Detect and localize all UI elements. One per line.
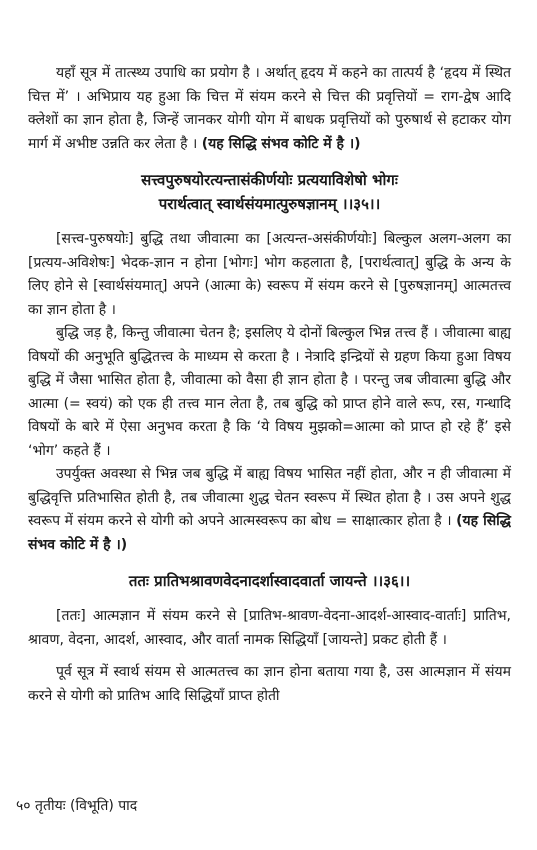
intro-text: यहाँ सूत्र में तात्स्थ्य उपाधि का प्रयोग है । अर्थात् हृदय में कहने का तात्पर्य है ‘हृदय में स्थित चित्त में’ । अभिप्राय यह हुआ कि चित्त में संयम करने से चित्त की प्रवृत्तियों = राग-द्वेष आदि क्लेशों का ज्ञान होता है, जिन्हें जानकर योगी योग में बाधक प्रवृत्तियों को पुरुषार्थ से हटाकर योग मार्ग में अभीष्ट उन्नति कर लेता है । [28, 65, 511, 152]
intro-paragraph [28, 62, 511, 156]
sutra-35-meaning: [सत्त्व-पुरुषयोः] बुद्धि तथा जीवात्मा का [अत्यन्त-असंकीर्णयोः] बिल्कुल अलग-अलग का [प्रत्यय-अविशेषः] भेदक-ज्ञान न होना [भोगः] भोग कहलाता है, [परार्थत्वात्] बुद्धि के अन्य के लिए होने से [स्वार्थसंयमात्] अपने (आत्मा के) स्वरूप में संयम करने से [पुरुषज्ञानम्] आत्मतत्त्व का ज्ञान होता है । [28, 231, 511, 318]
sutra-35-explanation-b [28, 463, 511, 557]
intro-possibility-note: (यह सिद्धि संभव कोटि में है ।) [201, 135, 361, 152]
page-footer: ५० तृतीयः (विभूति) पाद [16, 798, 138, 814]
sutra-35-line-2: परार्थत्वात् स्वार्थसंयमात्पुरुषज्ञानम् ।।३५।। [158, 195, 381, 213]
sutra-36-explanation: पूर्व सूत्र में स्वार्थ संयम से आत्मतत्त्व का ज्ञान होना बताया गया है, उस आत्मज्ञान में संयम करने से योगी को प्रातिभ आदि सिद्धियाँ प्राप्त होती [28, 664, 511, 704]
sutra-36-meaning: [ततः] आत्मज्ञान में संयम करने से [प्रातिभ-श्रावण-वेदना-आदर्श-आस्वाद-वार्ताः] प्रातिभ, श्रावण, वेदना, आदर्श, आस्वाद, और वार्ता नामक सिद्धियाँ [जायन्ते] प्रकट होती हैं । [28, 608, 511, 648]
sutra-35-line-1: सत्त्वपुरुषयोरत्यन्तासंकीर्णयोः प्रत्ययाविशेषो भोगः [141, 171, 398, 189]
explanation-b-possibility-note: (यह सिद्धि संभव कोटि में है ।) [28, 513, 511, 553]
explanation-b-text: उपर्युक्त अवस्था से भिन्न जब बुद्धि में बाह्य विषय भासित नहीं होता, और न ही जीवात्मा में बुद्धिवृत्ति प्रतिभासित होती है, तब जीवात्मा शुद्ध चेतन स्वरूप में स्थित होता है । उस अपने शुद्ध स्वरूप में संयम करने से योगी को अपने आत्मस्वरूप का बोध = साक्षात्कार होता है । [28, 466, 511, 529]
sutra-36: ततः प्रातिभश्रावणवेदनादर्शास्वादवार्ता जायन्ते ।।३६।। [128, 572, 411, 590]
sutra-35-explanation-a: बुद्धि जड़ है, किन्तु जीवात्मा चेतन है; इसलिए ये दोनों बिल्कुल भिन्न तत्त्व हैं । जीवात्मा बाह्य विषयों की अनुभूति बुद्धितत्त्व के माध्यम से करता है । नेत्रादि इन्द्रियों से ग्रहण किया हुआ विषय बुद्धि में जैसा भासित होता है, जीवात्मा को वैसा ही ज्ञान होता है । परन्तु जब जीवात्मा बुद्धि और आत्मा (= स्वयं) को एक ही तत्त्व मान लेता है, तब बुद्धि को प्राप्त होने वाले रूप, रस, गन्धादि विषयों के बारे में ऐसा अनुभव करता है कि ‘ये विषय मुझको=आत्मा को प्राप्त हो रहे हैं’ इसे ‘भोग’ कहते हैं । [28, 325, 511, 459]
